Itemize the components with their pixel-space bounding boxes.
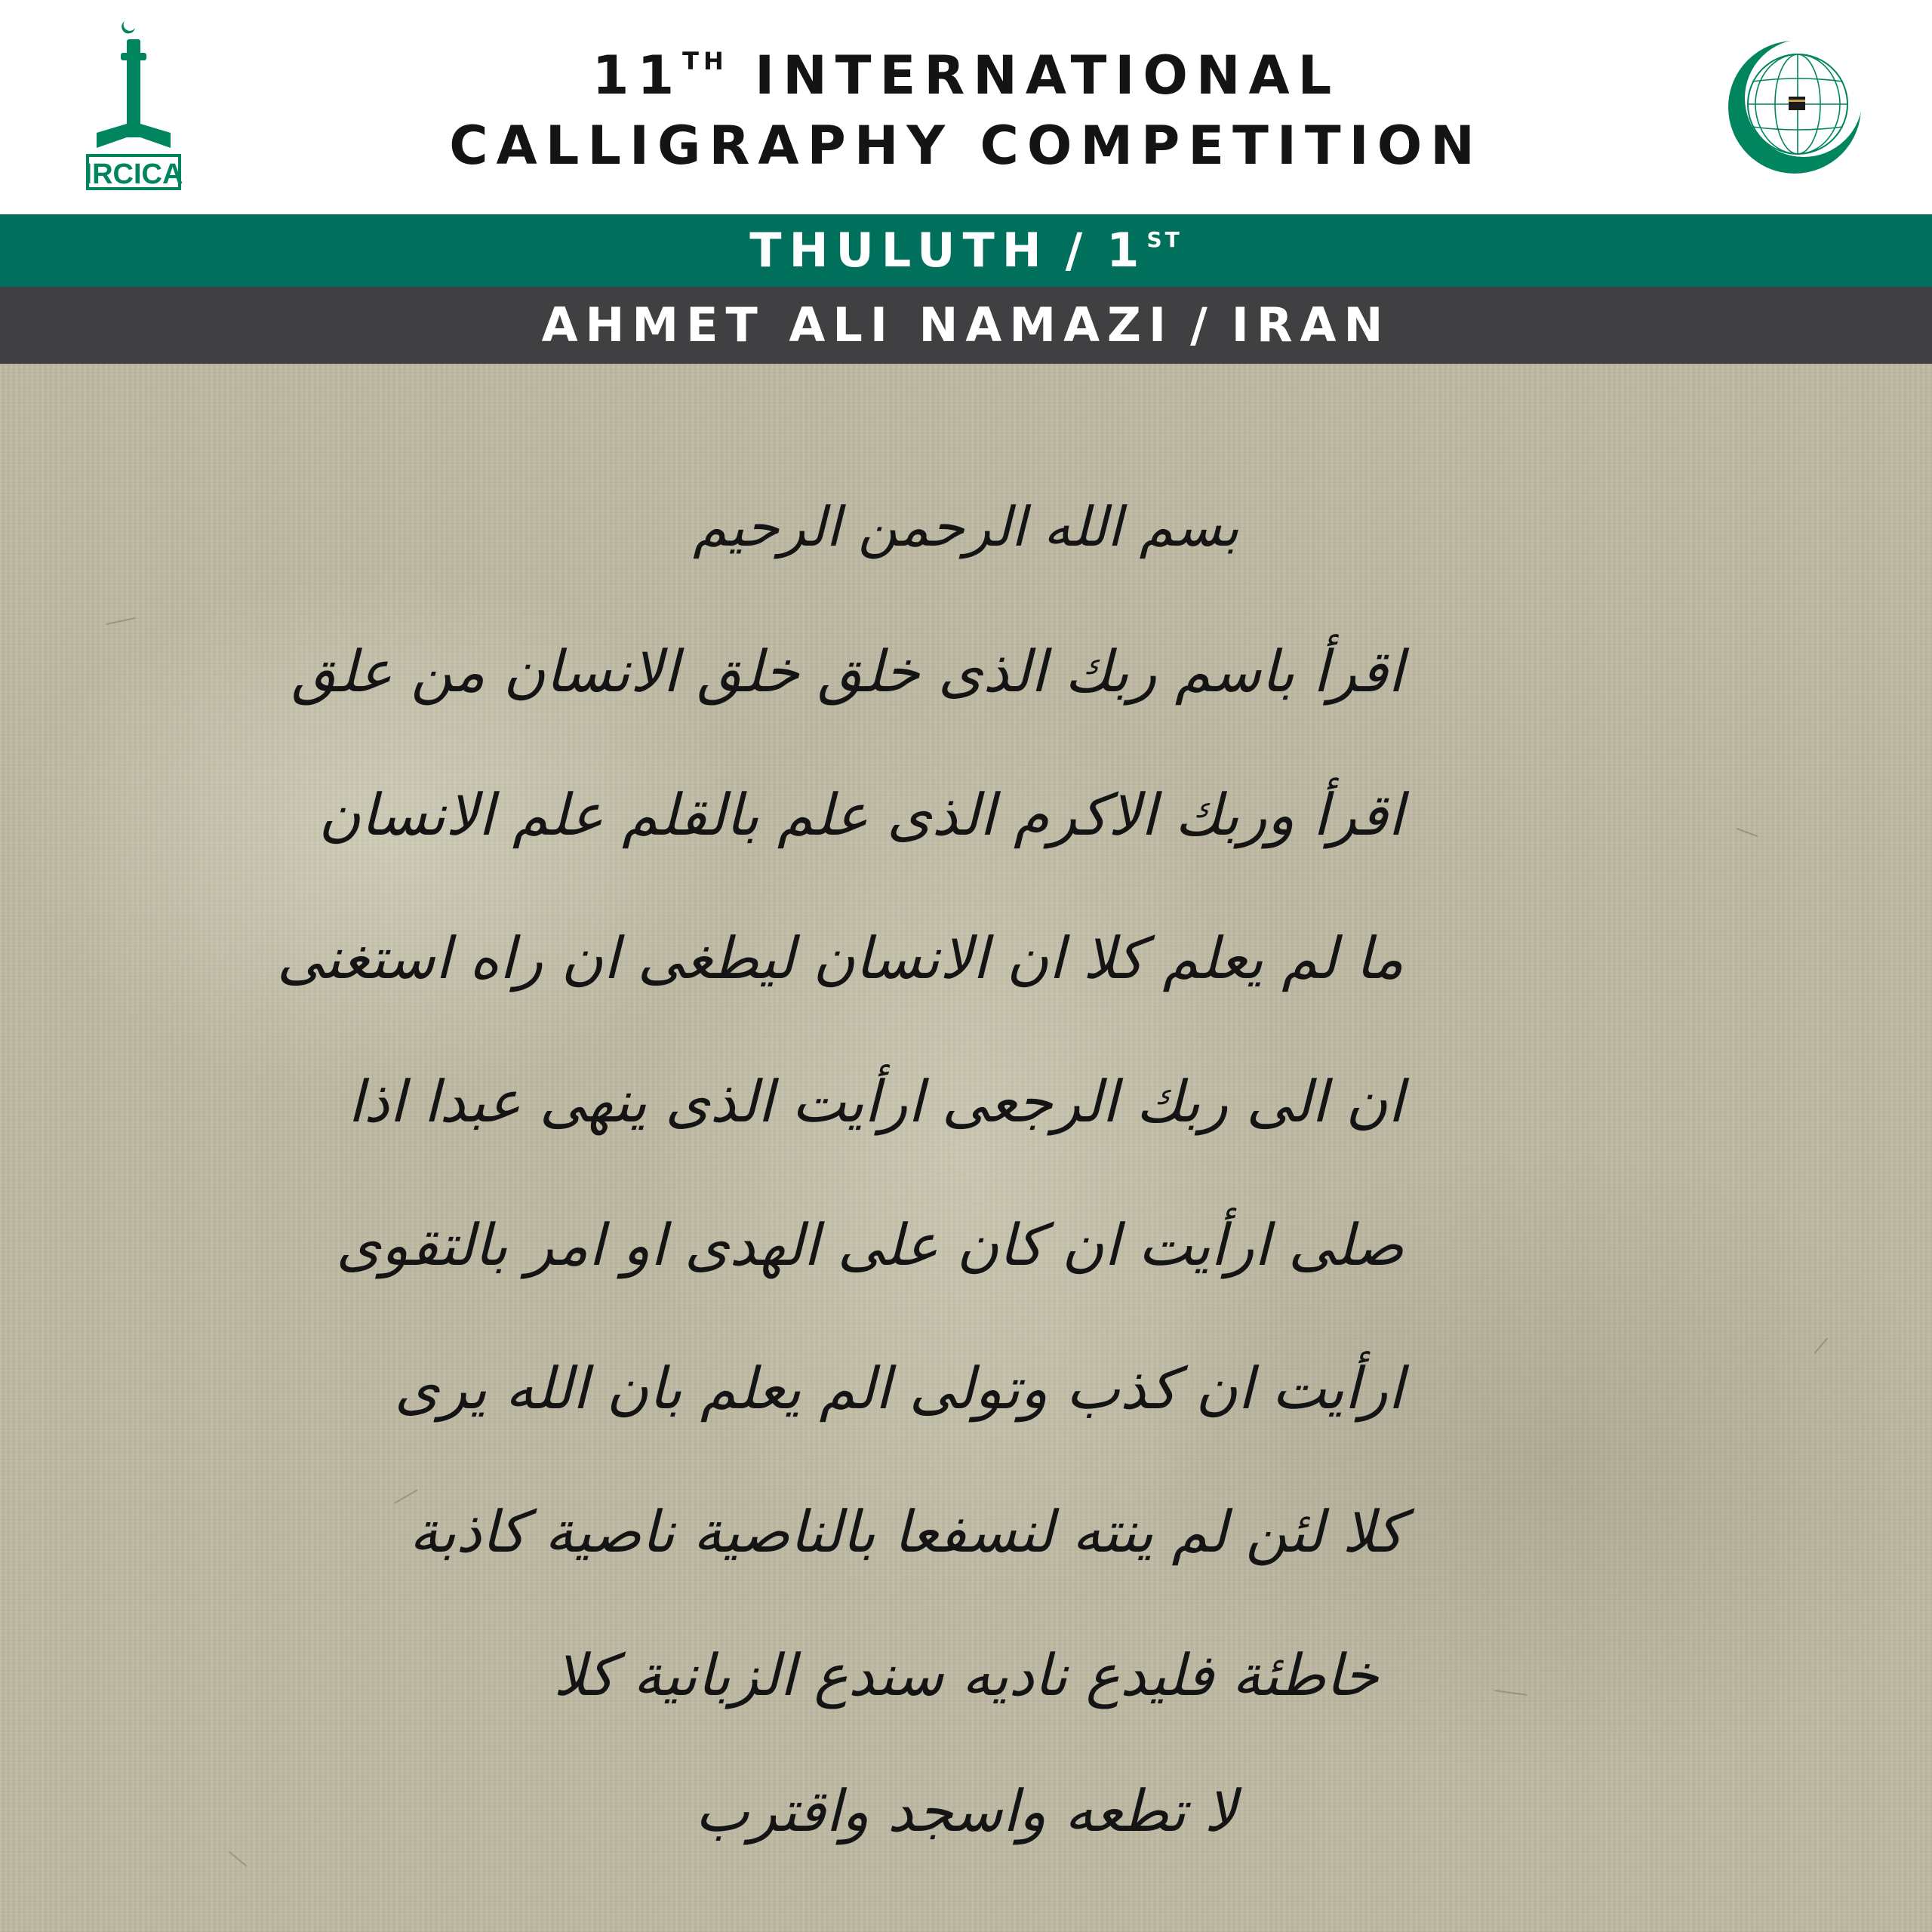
thuluth-calligraphy <box>276 454 1404 1888</box>
category-rank-suffix: ST <box>1146 227 1183 252</box>
paper-fiber <box>106 617 136 625</box>
calligraphy-line: ان الى ربك الرجعى ارأيت الذى ينهى عبدا اذا <box>347 1068 1404 1135</box>
ircica-logo-text: IRCICA <box>84 158 183 190</box>
calligraphy-line: اقرأ وربك الاكرم الذى علم بالقلم علم الانسان <box>318 781 1404 848</box>
category-style: THULUTH <box>749 223 1049 278</box>
artwork-paper <box>0 364 1932 1932</box>
title-ordinal-suffix: TH <box>682 47 728 75</box>
header <box>0 0 1932 214</box>
category-band <box>0 214 1932 287</box>
calligraphy-line: كلا لئن لم ينته لنسفعا بالناصية ناصية كاذبة <box>409 1498 1404 1565</box>
winner-band <box>0 287 1932 364</box>
title-international: INTERNATIONAL <box>755 45 1340 106</box>
title-line-1 <box>0 45 1932 106</box>
calligraphy-line: صلى ارأيت ان كان على الهدى او امر بالتقوى <box>336 1211 1404 1278</box>
winner-separator: / <box>1190 297 1215 352</box>
category-rank-number: 1 <box>1106 223 1147 278</box>
calligraphy-line: خاطئة فليدع ناديه سندع الزبانية كلا <box>553 1641 1379 1709</box>
title-line-2: CALLIGRAPHY COMPETITION <box>449 115 1483 177</box>
title-number: 11 <box>592 45 683 106</box>
winner-country: IRAN <box>1231 297 1391 352</box>
category-separator: / <box>1065 223 1091 278</box>
paper-fiber <box>1814 1337 1828 1353</box>
calligraphy-line: لا تطعه واسجد واقترب <box>695 1777 1237 1844</box>
paper-fiber <box>229 1851 247 1867</box>
calligraphy-line: اقرأ باسم ربك الذى خلق خلق الانسان من علق <box>291 638 1404 705</box>
paper-fiber <box>1737 828 1758 837</box>
oic-crescent-globe-logo <box>1725 38 1864 177</box>
winner-name: AHMET ALI NAMAZI <box>541 297 1174 352</box>
calligraphy-line: بسم الله الرحمن الرحيم <box>693 495 1239 558</box>
paper-fiber <box>1494 1690 1527 1696</box>
calligraphy-line: ارأيت ان كذب وتولى الم يعلم بان الله يرى <box>394 1355 1404 1422</box>
calligraphy-line: ما لم يعلم كلا ان الانسان ليطغى ان راه استغنى <box>276 924 1404 992</box>
